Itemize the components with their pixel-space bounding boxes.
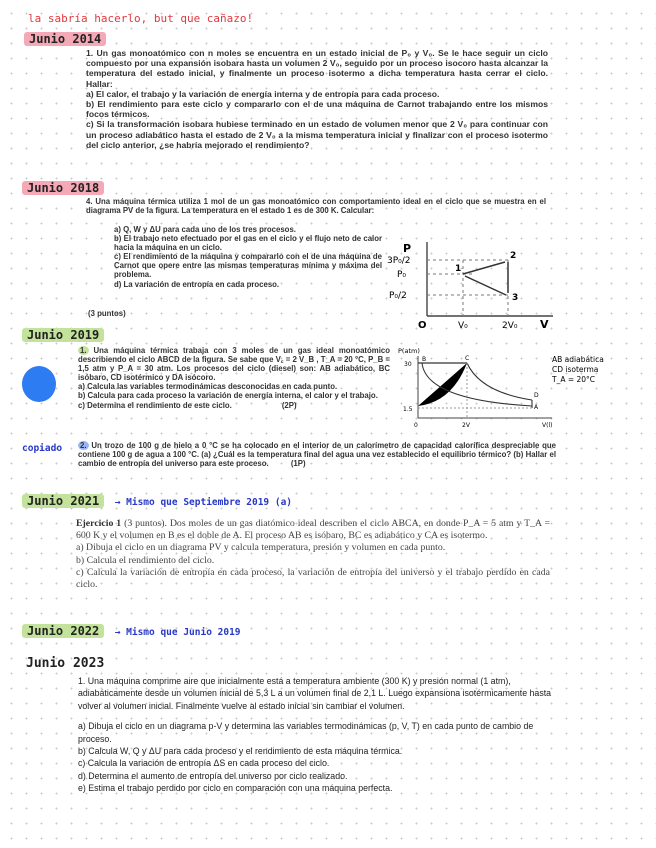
diagram-2019-y15: 1.5 bbox=[403, 406, 413, 413]
section-2021-header bbox=[22, 492, 292, 510]
problem-2018-item-b: b) El trabajo neto efectuado por el gas en el ciclo y el flujo neto de calor hacia la máquina en un ciclo. bbox=[114, 234, 382, 253]
problem-2018-points: (3 puntos) bbox=[88, 309, 126, 318]
diagram-2019-point-b: B bbox=[422, 356, 427, 363]
diagram-2018-label-v2: 2V₀ bbox=[502, 321, 518, 330]
diagram-2019-legend-2: CD isoterma bbox=[552, 365, 599, 374]
section-label-2021: Junio 2021 bbox=[22, 494, 104, 508]
diagram-2018-process-31 bbox=[465, 276, 506, 295]
problem-2014-text: 1. Un gas monoatómico con n moles se encuentra en un estado inicial de P₀ y V₀. Se le hace seguir un ciclo compuesto por una expansión isobara hasta un volumen 2 V₀, seguido por un proceso isocoro hasta alcanzar la temperatura del estado inicial, y finalmente un proceso isotermo a dicha temperatura hasta cerrar el ciclo. Hallar: bbox=[86, 48, 548, 89]
diagram-2018-label-1: 1 bbox=[455, 264, 462, 274]
diagram-2018-label-plow: P₀/2 bbox=[389, 291, 407, 301]
problem-2021 bbox=[76, 518, 550, 591]
section-label-2023: Junio 2023 bbox=[26, 656, 105, 671]
diagram-2019-x0: 0 bbox=[414, 422, 418, 429]
diagram-2018-label-2: 2 bbox=[510, 251, 517, 261]
problem-2018-item-c: c) El rendimiento de la máquina y compararlo con el de una máquina de Carnot que opere entre las mismas temperaturas mínima y máxima del problema. bbox=[114, 252, 382, 280]
problem-2023 bbox=[78, 675, 554, 795]
diagram-2019-x2v: 2V bbox=[462, 422, 470, 429]
section-2022-note: → Mismo que Junio 2019 bbox=[114, 627, 241, 638]
diagram-2019-x-label: V(l) bbox=[542, 422, 553, 429]
diagram-2019-y30: 30 bbox=[404, 361, 412, 368]
problem-2021-item-c: c) Calcula la variación de entropía en cada proceso, la variación de entropía del universo y el trabajo perdido en cada ciclo. bbox=[76, 566, 550, 591]
diagram-2018-process-12 bbox=[463, 262, 505, 274]
problem-2019 bbox=[78, 346, 390, 410]
pv-diagram-2018 bbox=[385, 238, 560, 330]
diagram-2018-label-p: P bbox=[403, 242, 412, 255]
diagram-2019-point-a: A bbox=[534, 404, 539, 411]
problem-2019-number: 1. bbox=[80, 346, 87, 355]
problem-2023-item-c: c) Calcula la variación de entropía ΔS en cada proceso del ciclo. bbox=[78, 758, 330, 769]
diagram-2018-label-pmid: P₀ bbox=[397, 270, 407, 280]
problem-2019-item-a: a) Calcula las variables termodinámicas desconocidas en cada punto. bbox=[78, 382, 338, 392]
problem-2019-item-b: b) Calcula para cada proceso la variación de energía interna, el calor y el trabajo. bbox=[78, 391, 378, 401]
problem-2018-items bbox=[114, 225, 382, 289]
blue-marker-dot bbox=[22, 366, 56, 402]
problem-2023-item-a: a) Dibuja el ciclo en un diagrama p-V y determina las variables termodinámicas (p, V, T) en cada punto de cambio de proceso. bbox=[78, 721, 534, 744]
problem-2014-item-c: c) Si la transformación isobara hubiese terminado en un estado de volumen menor que 2 V₀ para continuar con un proceso adiabático hasta el estado de 2 V₀ a la misma temperatura inicial y finalizar con el proceso isotermo del ciclo anterior, ¿se habría mejorado el rendimiento? bbox=[86, 119, 548, 150]
section-label-2018: Junio 2018 bbox=[22, 181, 104, 195]
problem-2021-item-b: b) Calcula el rendimiento del ciclo. bbox=[76, 554, 215, 566]
problem-2019-text: Una máquina térmica trabaja con 3 moles de un gas ideal monoatómico describiendo el ciclo ABCD de la figura. Se sabe que V꜀ = 2 V_B , T_A = 20 °C, P_B = 1,5 atm y P_A = 30 atm. Los procesos del ciclo (diesel) son: AB adiabático, BC isóbaro, CD isotérmico y DA isócoro. bbox=[78, 346, 390, 383]
section-2021-note: → Mismo que Septiembre 2019 (a) bbox=[114, 497, 293, 508]
problem-2014-item-a: a) El calor, el trabajo y la variación de energía interna y de entropía para cada proceso. bbox=[86, 88, 440, 99]
problem-2019-q2-number: 2. bbox=[80, 441, 87, 450]
problem-2019-item-c: c) Determina el rendimiento de este ciclo. bbox=[78, 400, 232, 410]
section-label-2019: Junio 2019 bbox=[22, 328, 104, 342]
diagram-2019-process-cd bbox=[467, 363, 532, 400]
problem-2021-title: Ejercicio 1 bbox=[76, 518, 122, 529]
section-2022-header bbox=[22, 622, 241, 640]
diagram-2018-label-3: 3 bbox=[512, 293, 519, 303]
problem-2014 bbox=[86, 48, 548, 150]
diagram-2018-label-ptop: 3P₀/2 bbox=[387, 256, 411, 266]
problem-2021-item-a: a) Dibuja el ciclo en un diagrama PV y calcula temperatura, presión y volumen en cada punto. bbox=[76, 542, 446, 554]
problem-2018-text: 4. Una máquina térmica utiliza 1 mol de un gas monoatómico con comportamiento ideal en el ciclo que se muestra en el diagrama PV de la figura. La temperatura en el estado 1 es de 300 K. Calcular: bbox=[86, 197, 546, 216]
problem-2018-item-a: a) Q, W y ΔU para cada uno de los tres procesos. bbox=[114, 225, 296, 234]
copied-label: copiado bbox=[22, 443, 63, 454]
problem-2023-item-b: b) Calcula W, Q y ΔU para cada proceso y el rendimiento de esta máquina térmica. bbox=[78, 746, 403, 757]
diagram-2019-legend-3: T_A = 20°C bbox=[552, 375, 596, 384]
problem-2019-points: (2P) bbox=[281, 400, 297, 410]
section-label-2014: Junio 2014 bbox=[24, 32, 106, 46]
problem-2019-q2-text: Un trozo de 100 g de hielo a 0 °C se ha colocado en el interior de un calorímetro de capacidad calorífica despreciable que contiene 100 g de agua a 100 °C. (a) ¿Cuál es la temperatura final del agua una vez establecido el equilibrio térmico? (b) Hallar el cambio de entropía del universo para este proceso. bbox=[78, 441, 557, 469]
diagram-2019-y-label: P(atm) bbox=[398, 347, 420, 355]
pv-diagram-2019 bbox=[392, 342, 654, 432]
problem-2023-item-e: e) Estima el trabajo perdido por ciclo en comparación con una máquina perfecta. bbox=[78, 783, 393, 794]
problem-2023-item-d: d) Determina el aumento de entropía del universo por ciclo realizado. bbox=[78, 770, 348, 781]
page-note: la sabría hacerlo, but que cañazo! bbox=[28, 12, 254, 25]
problem-2018-item-d: d) La variación de entropía en cada proceso. bbox=[114, 279, 280, 289]
problem-2014-item-b: b) El rendimiento para este ciclo y compararlo con el de una máquina de Carnot trabajando entre los mismos focos térmicos. bbox=[86, 99, 548, 120]
problem-2021-text: (3 puntos). Dos moles de un gas diatómico ideal describen el ciclo ABCA, en donde P_A = 5 atm y T_A = 600 K y el volumen en B es el doble de A. El proceso AB es isóbaro, BC es adiabático y CA es isotermo. bbox=[76, 518, 550, 542]
diagram-2019-point-d: D bbox=[534, 392, 539, 399]
diagram-2019-process-ab bbox=[422, 363, 532, 406]
diagram-2018-label-o: O bbox=[418, 320, 427, 330]
problem-2019-q2-points: (1P) bbox=[290, 459, 306, 469]
diagram-2018-label-v1: V₀ bbox=[458, 321, 468, 330]
problem-2019-q2 bbox=[78, 441, 556, 468]
diagram-2018-label-v: V bbox=[540, 318, 549, 330]
section-label-2022: Junio 2022 bbox=[22, 624, 104, 638]
diagram-2019-point-c: C bbox=[465, 355, 470, 362]
problem-2023-text: 1. Una máquina comprime aire que inicialmente está a temperatura ambiente (300 K) y presión normal (1 atm), adiabáticamente desde un volumen inicial de 5,3 L a un volumen final de 2,1 L. Luego expansiona isotérmicamente hasta volver al volumen inicial. Finalmente vuelve al estado inicial sin cambiar el volumen. bbox=[78, 676, 552, 711]
diagram-2019-legend-1: AB adiabática bbox=[552, 355, 604, 364]
